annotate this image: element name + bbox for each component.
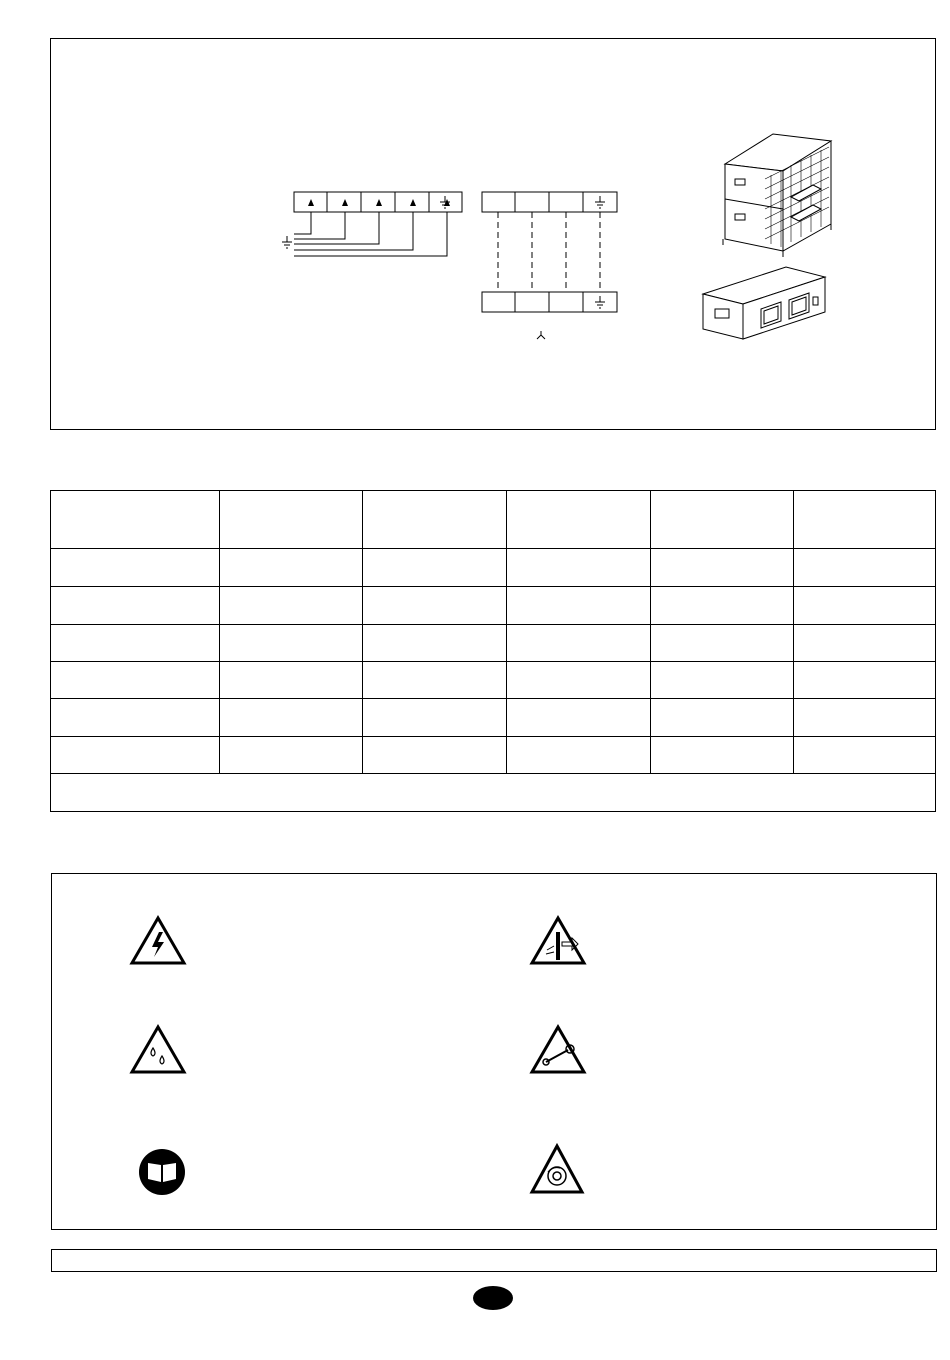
table-cell	[506, 586, 650, 624]
table-cell	[793, 698, 935, 736]
table-cell	[362, 586, 506, 624]
wiring-diagram-panel	[50, 38, 936, 430]
maintenance-wrench-warning-icon	[532, 1027, 584, 1072]
table-cell	[650, 736, 793, 773]
table-cell	[793, 548, 935, 586]
table-cell	[51, 586, 219, 624]
table-cell	[51, 736, 219, 773]
table-cell	[506, 624, 650, 661]
table-cell	[362, 736, 506, 773]
table-cell	[51, 624, 219, 661]
hot-surface-warning-icon	[532, 918, 584, 963]
earth-icon	[282, 196, 605, 339]
table-cell	[793, 661, 935, 698]
spec-table-grid	[51, 491, 935, 811]
safety-symbols-panel	[51, 873, 937, 1230]
wiring-diagram	[51, 39, 937, 431]
table-cell	[793, 736, 935, 773]
table-row	[51, 661, 935, 698]
interconnect-wires	[498, 212, 600, 292]
table-row	[51, 548, 935, 586]
table-row	[51, 624, 935, 661]
table-cell	[650, 698, 793, 736]
table-cell	[650, 624, 793, 661]
table-note	[51, 773, 935, 811]
table-cell	[219, 491, 362, 548]
page-number-badge	[473, 1286, 513, 1310]
table-cell	[219, 586, 362, 624]
specification-table	[50, 490, 936, 812]
table-cell	[51, 491, 219, 548]
indoor-unit-icon	[703, 267, 825, 339]
outdoor-unit-icon	[723, 134, 831, 257]
table-cell	[51, 698, 219, 736]
electric-shock-warning-icon	[132, 918, 184, 963]
table-cell	[219, 548, 362, 586]
table-cell	[219, 624, 362, 661]
table-cell	[650, 548, 793, 586]
table-cell	[219, 698, 362, 736]
table-cell	[362, 624, 506, 661]
table-cell	[650, 491, 793, 548]
table-row	[51, 698, 935, 736]
table-note-row	[51, 773, 935, 811]
table-row	[51, 586, 935, 624]
table-cell	[650, 661, 793, 698]
rotating-fan-warning-icon	[532, 1146, 582, 1192]
table-cell	[51, 548, 219, 586]
table-cell	[506, 736, 650, 773]
footer-bar	[51, 1249, 937, 1272]
table-cell	[650, 586, 793, 624]
table-cell	[362, 698, 506, 736]
table-cell	[793, 491, 935, 548]
table-cell	[506, 548, 650, 586]
table-cell	[506, 698, 650, 736]
table-header-row	[51, 491, 935, 548]
table-cell	[793, 624, 935, 661]
table-cell	[362, 548, 506, 586]
table-cell	[362, 491, 506, 548]
table-cell	[219, 661, 362, 698]
table-row	[51, 736, 935, 773]
table-cell	[793, 586, 935, 624]
table-cell	[219, 736, 362, 773]
table-cell	[506, 661, 650, 698]
table-cell	[362, 661, 506, 698]
read-manual-icon	[139, 1149, 185, 1195]
safety-symbols	[52, 874, 938, 1231]
table-cell	[506, 491, 650, 548]
table-cell	[51, 661, 219, 698]
water-drops-warning-icon	[132, 1027, 184, 1072]
